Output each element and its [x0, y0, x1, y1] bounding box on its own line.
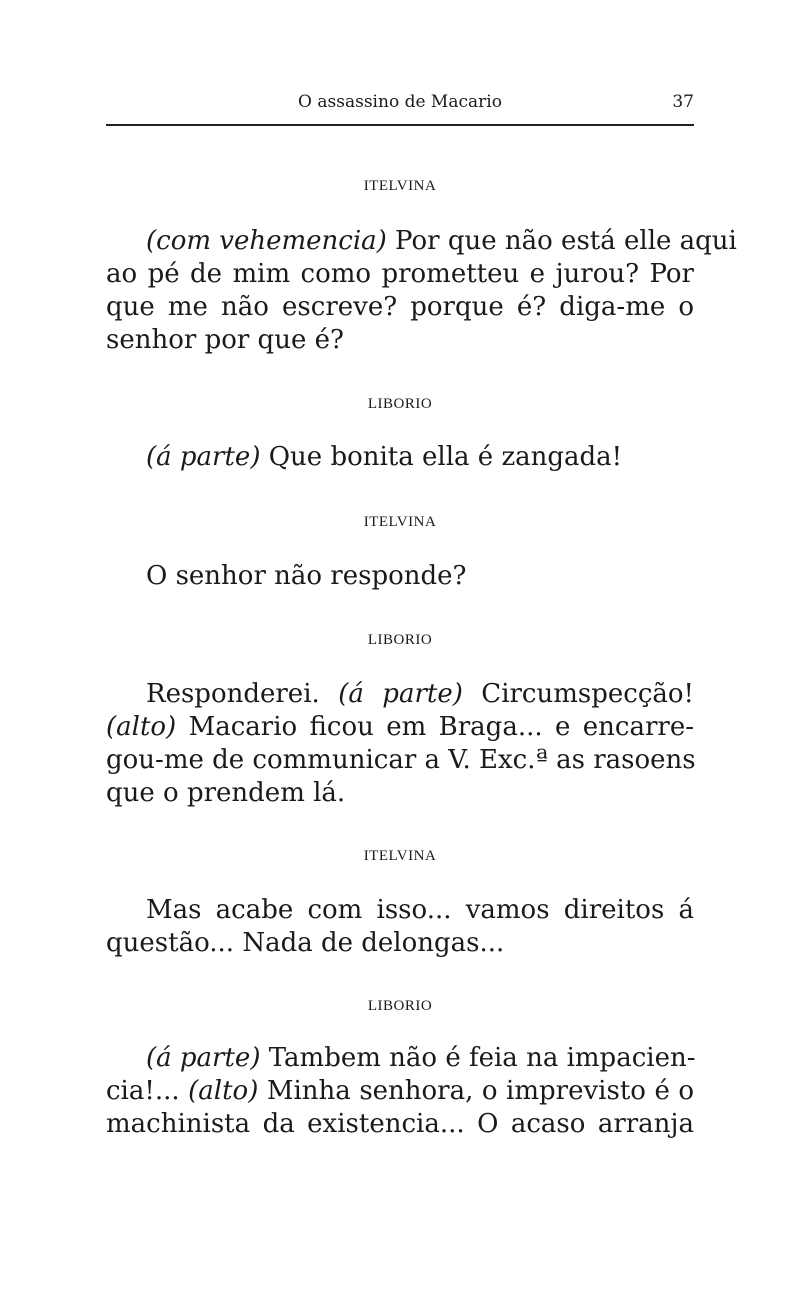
speech-line: [106, 927, 694, 960]
speech-line: [106, 291, 694, 324]
speech-text: Macario ficou em Braga... e encarre-: [176, 712, 694, 742]
stage-direction: (com vehemencia): [146, 226, 387, 256]
speaker-name: ITELVINA: [363, 178, 437, 194]
speech-text: Mas acabe com isso... vamos direitos á: [146, 895, 694, 925]
speech-line: [106, 324, 694, 357]
stage-direction: (á parte): [338, 679, 463, 709]
speech-text: cia!...: [106, 1076, 189, 1106]
speech-text: Circumspecção!: [462, 679, 694, 709]
speaker-name: ITELVINA: [363, 848, 437, 864]
stage-direction: (alto): [106, 712, 177, 742]
speech-text: O senhor não responde?: [146, 561, 467, 591]
speech-line: [106, 894, 694, 927]
stage-direction: (alto): [188, 1076, 259, 1106]
speech-line: [106, 1075, 694, 1108]
speech-text: Minha senhora, o imprevisto é o: [258, 1076, 695, 1106]
speech-line: [106, 711, 694, 744]
speech-text: que o prendem lá.: [106, 778, 346, 808]
speech-text: senhor por que é?: [106, 325, 344, 355]
speech-line: [106, 441, 694, 474]
speech-text: Responderei.: [146, 679, 339, 709]
speech: [106, 678, 694, 810]
speech: [106, 894, 694, 960]
speaker-name: ITELVINA: [363, 514, 437, 530]
speech-text: machinista da existencia... O acaso arranja: [106, 1109, 694, 1139]
speech-line: [106, 1108, 694, 1141]
speaker-name: LIBORIO: [367, 632, 433, 648]
speech-line: [106, 258, 694, 291]
speech-line: [106, 678, 694, 711]
running-header: [106, 92, 694, 118]
speech: [106, 225, 737, 357]
speech-text: Por que não está elle aqui: [386, 226, 737, 256]
speech-line: [106, 744, 694, 777]
speech-text: gou-me de communicar a V. Exc.ª as rasoens: [106, 745, 696, 775]
speech-text: Tambem não é feia na impacien-: [260, 1043, 696, 1073]
speech-text: ao pé de mim como prometteu e jurou? Por: [106, 259, 694, 289]
speech: [106, 1042, 694, 1141]
speech-line: [106, 777, 694, 810]
speech-text: Que bonita ella é zangada!: [260, 442, 623, 472]
speech-line: [106, 1042, 694, 1075]
header-rule: [106, 124, 694, 126]
speaker-name: LIBORIO: [367, 998, 433, 1014]
running-title: O assassino de Macario: [298, 92, 502, 112]
speech-line: [106, 560, 694, 593]
speech: [106, 560, 694, 593]
stage-direction: (á parte): [146, 442, 261, 472]
speech-text: que me não escreve? porque é? diga-me o: [106, 292, 694, 322]
speech-line: [106, 225, 737, 258]
stage-direction: (á parte): [146, 1043, 261, 1073]
page-number: 37: [672, 92, 694, 112]
speaker-name: LIBORIO: [367, 396, 433, 412]
speech-text: questão... Nada de delongas...: [106, 928, 505, 958]
speech: [106, 441, 694, 474]
